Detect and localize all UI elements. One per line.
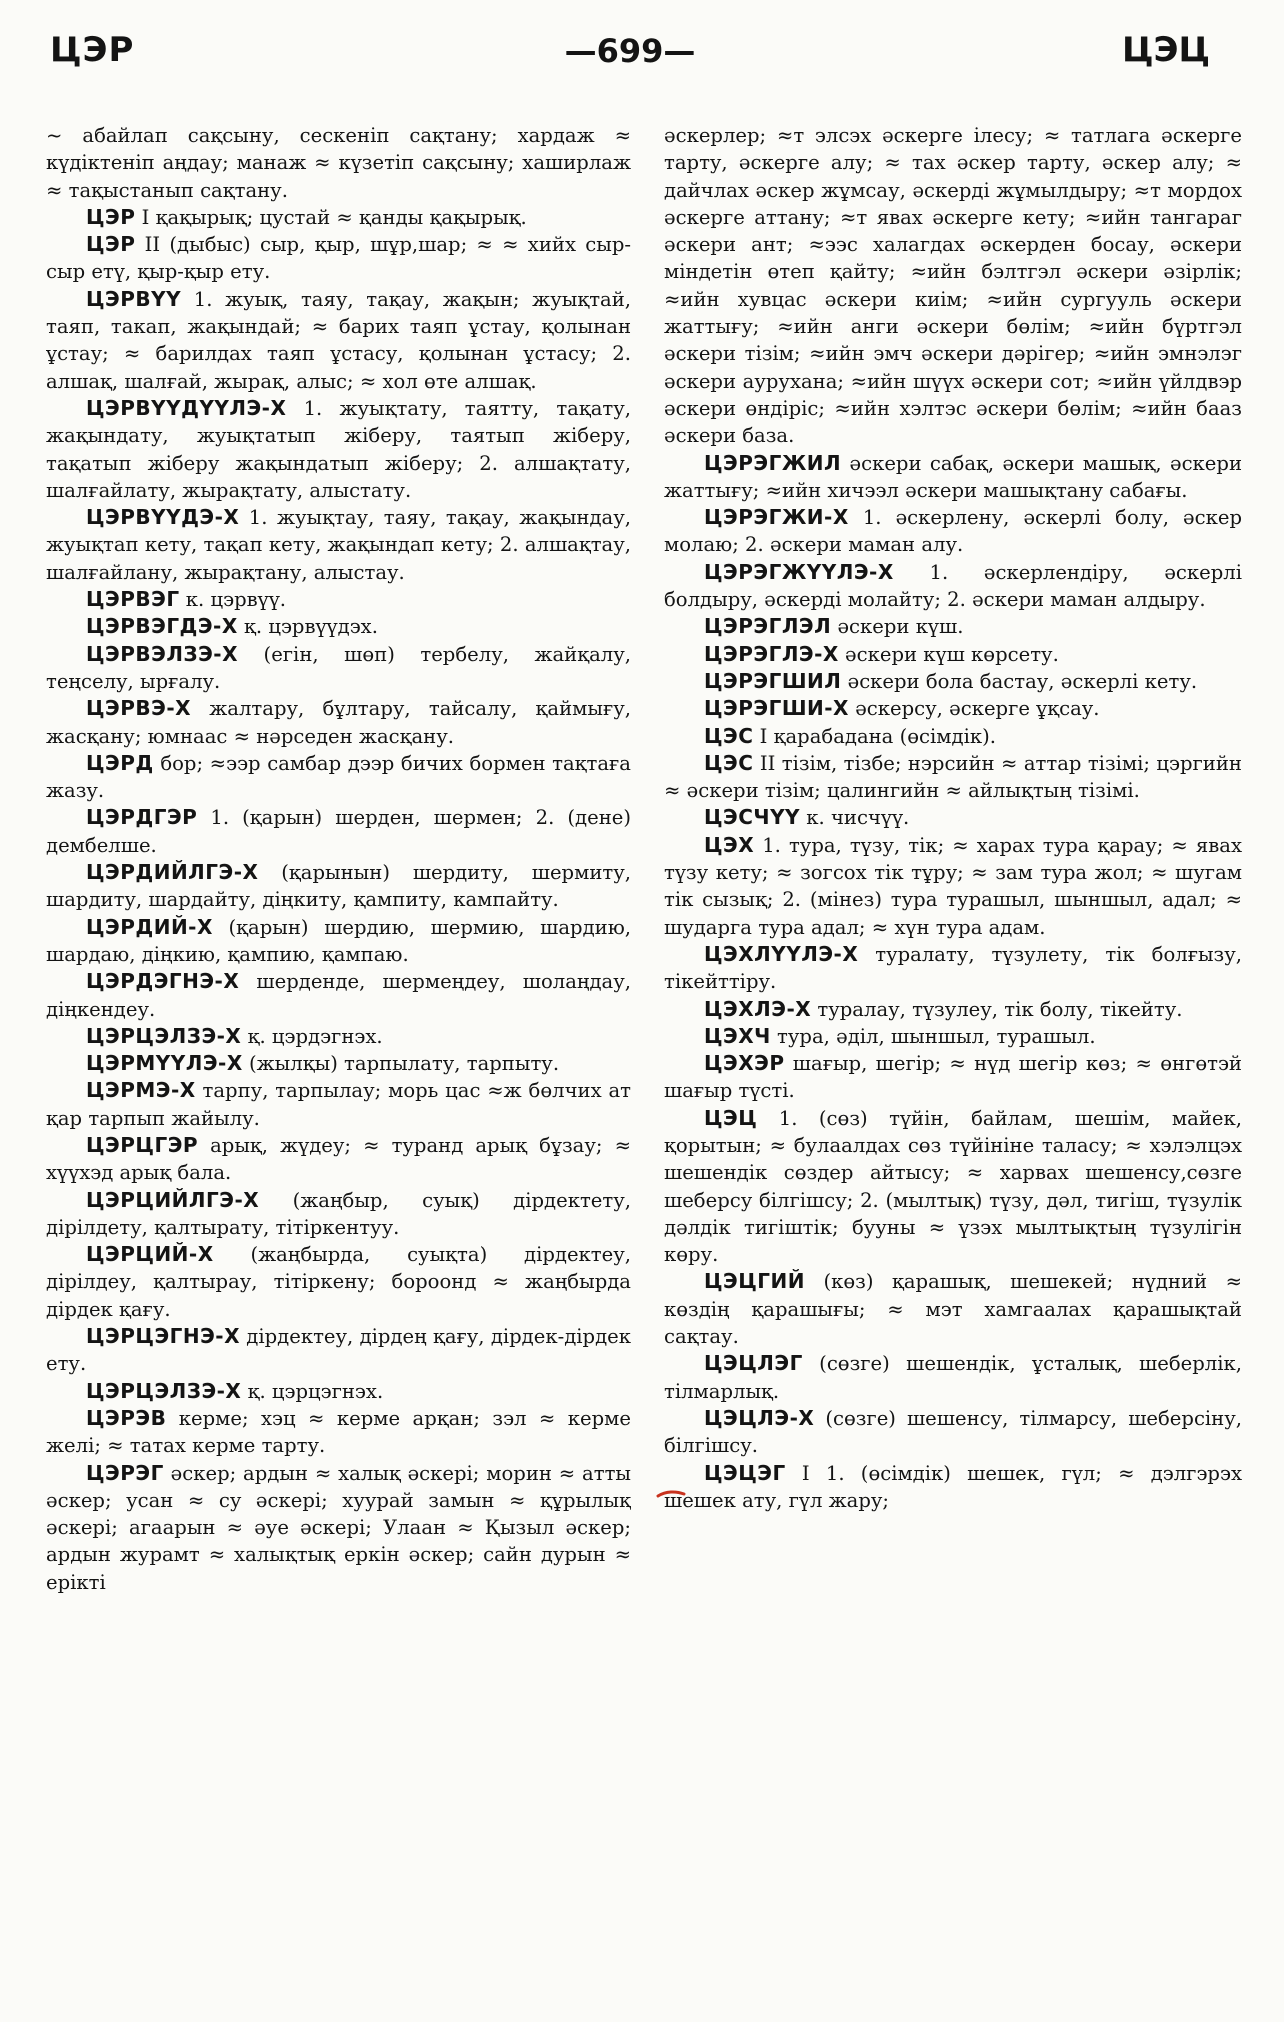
headword: ЦЭРЭГШИЛ bbox=[704, 668, 842, 693]
headword: ЦЭЦЛЭ-Х bbox=[704, 1405, 815, 1430]
dictionary-entry bbox=[46, 804, 631, 859]
left-column bbox=[46, 122, 631, 1997]
dictionary-entry bbox=[46, 586, 631, 613]
headword: ЦЭРД bbox=[86, 750, 154, 775]
entry-definition: дірдектеу, дірдең қағу, дірдек-дірдек ету. bbox=[46, 1325, 631, 1376]
entry-definition: (сөзге) шешенсу, тілмарсу, шеберсіну, білгішсу. bbox=[664, 1406, 1242, 1458]
entry-definition: (егін, шөп) тербелу, жайқалу, теңселу, ырғалу. bbox=[46, 642, 631, 693]
headword: ЦЭЦЭГ bbox=[704, 1460, 786, 1485]
dictionary-entry bbox=[46, 859, 631, 914]
headword: ЦЭРЭГШИ-Х bbox=[704, 696, 849, 721]
dictionary-entry bbox=[664, 1460, 1242, 1515]
dictionary-entry bbox=[664, 1105, 1242, 1269]
dictionary-entry bbox=[46, 1405, 631, 1460]
dictionary-entry bbox=[46, 968, 631, 1023]
headword: ЦЭРМЭ-Х bbox=[86, 1078, 196, 1103]
headword: ЦЭРЦЭЛЗЭ-Х bbox=[86, 1023, 242, 1048]
headword: ЦЭРВҮҮ bbox=[86, 286, 182, 311]
headword: ЦЭРВЭГДЭ-Х bbox=[86, 614, 238, 639]
entry-definition: II (дыбыс) сыр, қыр, шұр,шар; ≈ ≈ хийх сыр-сыр етү, қыр-қыр ету. bbox=[46, 233, 631, 284]
entry-definition: әскери күш көрсету. bbox=[838, 642, 1059, 666]
headword: ЦЭРЭГЖИЛ bbox=[704, 450, 842, 475]
headword: ЦЭРВЭ-Х bbox=[86, 696, 192, 721]
entry-definition: ~ абайлап сақсыну, сескеніп сақтану; хардаж ≈ күдіктеніп аңдау; манаж ≈ күзетіп сақсыну; хаширлаж ≈ тақыстанып сақтану. bbox=[46, 124, 631, 202]
entry-definition: шағыр, шегір; ≈ нүд шегір көз; ≈ өнгөтэй шағыр түсті. bbox=[664, 1052, 1242, 1103]
red-pen-mark bbox=[656, 1489, 686, 1499]
dictionary-entry bbox=[664, 941, 1242, 996]
dictionary-entry bbox=[664, 723, 1242, 750]
dictionary-entry bbox=[664, 668, 1242, 695]
headword: ЦЭР bbox=[86, 204, 136, 229]
dictionary-entry bbox=[664, 504, 1242, 559]
headword: ЦЭЦГИЙ bbox=[704, 1269, 806, 1294]
dictionary-entry bbox=[46, 750, 631, 805]
dictionary-entry bbox=[664, 695, 1242, 722]
entry-definition: 1. жуықтату, таятту, тақату, жақындату, жуықтатып жіберу, таятып жіберу, тақатып жіберу жақындатып жіберу; 2. алшақтату, шалғайлату, жырақтату, алыстату. bbox=[46, 396, 631, 502]
dictionary-entry bbox=[46, 231, 631, 286]
entry-definition: тарпу, тарпылау; морь цас ≈ж бөлчих ат қар тарпып жайылу. bbox=[46, 1079, 631, 1130]
headword: ЦЭРДЭГНЭ-Х bbox=[86, 969, 240, 994]
dictionary-entry bbox=[46, 695, 631, 750]
dictionary-entry bbox=[664, 559, 1242, 614]
dictionary-entry bbox=[46, 204, 631, 231]
entry-definition: шерденде, шермеңдеу, шолаңдау, діңкендеу. bbox=[46, 970, 631, 1021]
dictionary-entry bbox=[664, 1050, 1242, 1105]
entry-definition: жалтару, бұлтару, тайсалу, қаймығу, жасқану; юмнаас ≈ нәрседен жасқану. bbox=[46, 697, 631, 748]
entry-definition: I қақырық; цустай ≈ қанды қақырық. bbox=[135, 205, 527, 229]
dictionary-entry bbox=[664, 450, 1242, 505]
dictionary-entry bbox=[46, 504, 631, 586]
dictionary-entry bbox=[664, 750, 1242, 805]
dictionary-entry bbox=[664, 1268, 1242, 1350]
dictionary-entry bbox=[46, 395, 631, 504]
entry-definition: 1. әскерлендіру, әскерлі болдыру, әскерді молайту; 2. әскери маман алдыру. bbox=[664, 560, 1242, 612]
page-header bbox=[50, 30, 1210, 90]
entry-definition: 1. (сөз) түйін, байлам, шешім, майек, қорытын; ≈ булаалдах сөз түйініне таласу; ≈ хэлэлцэх шешендік сөздер айтысу; ≈ харвах шешенсу,сөзге шеберсу білгішсу; 2. (мылтық) түзу, дәл, тигіш, түзулік дәлдік тигіштік; бууны ≈ үзэх мылтықтың түзулігін көру. bbox=[664, 1106, 1242, 1267]
dictionary-entry bbox=[664, 832, 1242, 941]
entry-definition: әскер; ардын ≈ халық әскері; морин ≈ атты әскер; усан ≈ су әскері; хуурай замын ≈ құрылық әскері; агаарын ≈ әуе әскері; Улаан ≈ Қызыл әскер; ардын журамт ≈ халықтық еркін әскер; сайн дурын ≈ ерікті bbox=[46, 1461, 631, 1594]
entry-definition: 1. жуықтау, таяу, тақау, жақындау, жуықтап кету, тақап кету, жақындап кету; 2. алшақтау, шалғайлану, жырақтану, алыстау. bbox=[46, 506, 631, 584]
headword: ЦЭРЭВ bbox=[86, 1405, 167, 1430]
left-running-head: ЦЭР bbox=[50, 30, 135, 70]
headword: ЦЭРЦЭГНЭ-Х bbox=[86, 1324, 241, 1349]
headword: ЦЭРМҮҮЛЭ-Х bbox=[86, 1051, 243, 1076]
entry-definition: к. чисчүү. bbox=[800, 806, 910, 830]
entry-definition: (қарын) шердию, шермию, шардию, шардаю, діңкию, қампию, қампаю. bbox=[46, 915, 631, 966]
entry-definition: бор; ≈ээр самбар дээр бичих бормен тақтаға жазу. bbox=[46, 751, 631, 803]
dictionary-entry bbox=[46, 641, 631, 696]
headword: ЦЭХЛҮҮЛЭ-Х bbox=[704, 941, 859, 966]
entry-definition: қ. цэрцэгнэх. bbox=[241, 1379, 384, 1403]
entry-definition: әскерсу, әскерге ұқсау. bbox=[848, 697, 1100, 721]
page-number: —699— bbox=[564, 32, 696, 70]
headword: ЦЭРЦИЙ-Х bbox=[86, 1242, 214, 1267]
headword: ЦЭХЛЭ-Х bbox=[704, 996, 812, 1021]
dictionary-entry bbox=[46, 914, 631, 969]
headword: ЦЭРЭГЛЭЛ bbox=[704, 614, 832, 639]
headword: ЦЭРЦЭЛЗЭ-Х bbox=[86, 1378, 242, 1403]
entry-definition: керме; хэц ≈ керме арқан; зэл ≈ керме желі; ≈ татах керме тарту. bbox=[46, 1406, 631, 1458]
dictionary-entry bbox=[46, 122, 631, 204]
headword: ЦЭРЦИЙЛГЭ-Х bbox=[86, 1187, 260, 1212]
entry-definition: (жаңбыр, суық) дірдектету, дірілдету, қалтырату, тітіркентуу. bbox=[46, 1188, 631, 1239]
headword: ЦЭРЭГ bbox=[86, 1460, 164, 1485]
dictionary-entry bbox=[664, 122, 1242, 450]
entry-definition: I қарабадана (өсімдік). bbox=[753, 724, 996, 748]
headword: ЦЭРВЭГ bbox=[86, 587, 180, 612]
headword: ЦЭРДИЙ-Х bbox=[86, 914, 213, 939]
dictionary-entry bbox=[46, 286, 631, 395]
entry-definition: әскери бола бастау, әскерлі кету. bbox=[841, 669, 1198, 693]
dictionary-entry bbox=[664, 1350, 1242, 1405]
headword: ЦЭС bbox=[704, 750, 754, 775]
entry-definition: (жылқы) тарпылату, тарпыту. bbox=[242, 1052, 560, 1076]
entry-definition: туралау, түзулеу, тік болу, тікейту. bbox=[811, 997, 1183, 1021]
headword: ЦЭР bbox=[86, 232, 136, 257]
headword: ЦЭЦЛЭГ bbox=[704, 1351, 803, 1376]
dictionary-entry bbox=[46, 613, 631, 640]
dictionary-entry bbox=[46, 1323, 631, 1378]
headword: ЦЭСЧҮҮ bbox=[704, 805, 801, 830]
dictionary-entry bbox=[664, 804, 1242, 831]
entry-definition: 1. тура, түзу, тік; ≈ харах тура қарау; ≈ явах түзу кету; ≈ зогсох тік тұру; ≈ зам тура жол; ≈ шугам тік сызық; 2. (мінез) тура турашыл, шыншыл, адал; ≈ шударга тура адал; ≈ хүн тура адам. bbox=[664, 833, 1242, 939]
dictionary-entry bbox=[664, 613, 1242, 640]
headword: ЦЭРВҮҮДЭ-Х bbox=[86, 505, 240, 530]
entry-definition: туралату, түзулету, тік болғызу, тікейттіру. bbox=[664, 942, 1242, 994]
headword: ЦЭРЭГЖИ-Х bbox=[704, 505, 849, 530]
entry-definition: әскери сабақ, әскери машық, әскери жаттығу; ≈ийн хичээл әскери машықтану сабағы. bbox=[664, 451, 1242, 502]
entry-definition: әскери күш. bbox=[831, 615, 964, 639]
headword: ЦЭС bbox=[704, 723, 754, 748]
headword: ЦЭРВЭЛЗЭ-Х bbox=[86, 641, 239, 666]
headword: ЦЭРДИЙЛГЭ-Х bbox=[86, 860, 259, 885]
headword: ЦЭЦ bbox=[704, 1105, 758, 1130]
headword: ЦЭХЧ bbox=[704, 1023, 771, 1048]
headword: ЦЭРЭГЛЭ-Х bbox=[704, 641, 839, 666]
entry-definition: әскерлер; ≈т элсэх әскерге ілесу; ≈ татлага әскерге тарту, әскерге алу; ≈ тах әскер тарту, әскер алу; ≈ дайчлах әскер жұмсау, әскерді жұмылдыру; ≈т мордох әскерге аттану; ≈т явах әскерге кету; ≈ийн тангараг әскери ант; ≈ээс халагдах әскерден босау, әскери міндетін өтеп қайту; ≈ийн бэлтгэл әскери әзірлік; ≈ийн хувцас әскери киім; ≈ийн сургууль әскери жаттығу; ≈ийн анги әскери бөлім; ≈ийн бүртгэл әскери тізім; ≈ийн эмч әскери дәрігер; ≈ийн эмнэлэг әскери ауруханa; ≈ийн шүүх әскери сот; ≈ийн үйлдвэр әскери өндіріс; ≈ийн хэлтэс әскери бөлім; ≈ийн бааз әскери база. bbox=[664, 124, 1242, 448]
entry-definition: қ. цэрвүүдэх. bbox=[237, 615, 378, 639]
entry-definition: 1. (қарын) шерден, шермен; 2. (дене) дембелше. bbox=[46, 806, 631, 857]
dictionary-entry bbox=[664, 1405, 1242, 1460]
entry-definition: арық, жүдеу; ≈ туранд арық бұзау; ≈ хүүхэд арық бала. bbox=[46, 1133, 631, 1185]
dictionary-entry bbox=[664, 641, 1242, 668]
entry-definition: (жаңбырда, суықта) дірдектеу, дірілдеу, қалтырау, тітіркену; бороонд ≈ жаңбырда дірдек қағу. bbox=[46, 1243, 631, 1321]
entry-definition: к. цэрвүү. bbox=[179, 588, 287, 612]
dictionary-entry bbox=[46, 1077, 631, 1132]
right-column bbox=[664, 122, 1242, 1997]
right-running-head: ЦЭЦ bbox=[1121, 30, 1210, 70]
entry-definition: (қарынын) шердиту, шермиту, шардиту, шардайту, діңкиту, қампиту, кампайту. bbox=[46, 861, 631, 912]
headword: ЦЭХ bbox=[704, 832, 755, 857]
entry-definition: 1. әскерлену, әскерлі болу, әскер молаю; 2. әскери маман алу. bbox=[664, 506, 1242, 557]
entry-definition: II тізім, тізбе; нэрсийн ≈ аттар тізімі; цэргийн ≈ әскери тізім; цалингийн ≈ айлықтың тізімі. bbox=[664, 751, 1242, 803]
entry-definition: I 1. (өсімдік) шешек, гүл; ≈ дэлгэрэх шешек ату, гүл жару; bbox=[664, 1461, 1242, 1512]
dictionary-entry bbox=[46, 1132, 631, 1187]
dictionary-entry bbox=[46, 1378, 631, 1405]
dictionary-entry bbox=[46, 1023, 631, 1050]
entry-definition: қ. цэрдэгнэх. bbox=[241, 1024, 383, 1048]
entry-definition: тура, әділ, шыншыл, турашыл. bbox=[770, 1024, 1096, 1048]
entry-definition: 1. жуық, таяу, тақау, жақын; жуықтай, таяп, такап, жақындай; ≈ барих таяп ұстау, қолынан ұстау; ≈ барилдах таяп ұстасу, қолынан ұстасу; 2. алшақ, шалғай, жырақ, алыс; ≈ хол өте алшақ. bbox=[46, 287, 631, 393]
dictionary-entry bbox=[664, 1023, 1242, 1050]
dictionary-entry bbox=[46, 1050, 631, 1077]
entry-definition: (көз) қарашық, шешекей; нүдний ≈ көздің қарашығы; ≈ мэт хамгаалах қарашықтай сақтау. bbox=[664, 1270, 1242, 1349]
dictionary-entry bbox=[46, 1241, 631, 1323]
entry-definition: (сөзге) шешендік, ұсталық, шеберлік, тілмарлық. bbox=[664, 1352, 1242, 1403]
dictionary-entry bbox=[664, 996, 1242, 1023]
headword: ЦЭРВҮҮДҮҮЛЭ-Х bbox=[86, 395, 287, 420]
dictionary-entry bbox=[46, 1460, 631, 1596]
headword: ЦЭРДГЭР bbox=[86, 805, 198, 830]
headword: ЦЭРЭГЖҮҮЛЭ-Х bbox=[704, 559, 894, 584]
headword: ЦЭХЭР bbox=[704, 1051, 785, 1076]
dictionary-entry bbox=[46, 1187, 631, 1242]
headword: ЦЭРЦГЭР bbox=[86, 1132, 199, 1157]
